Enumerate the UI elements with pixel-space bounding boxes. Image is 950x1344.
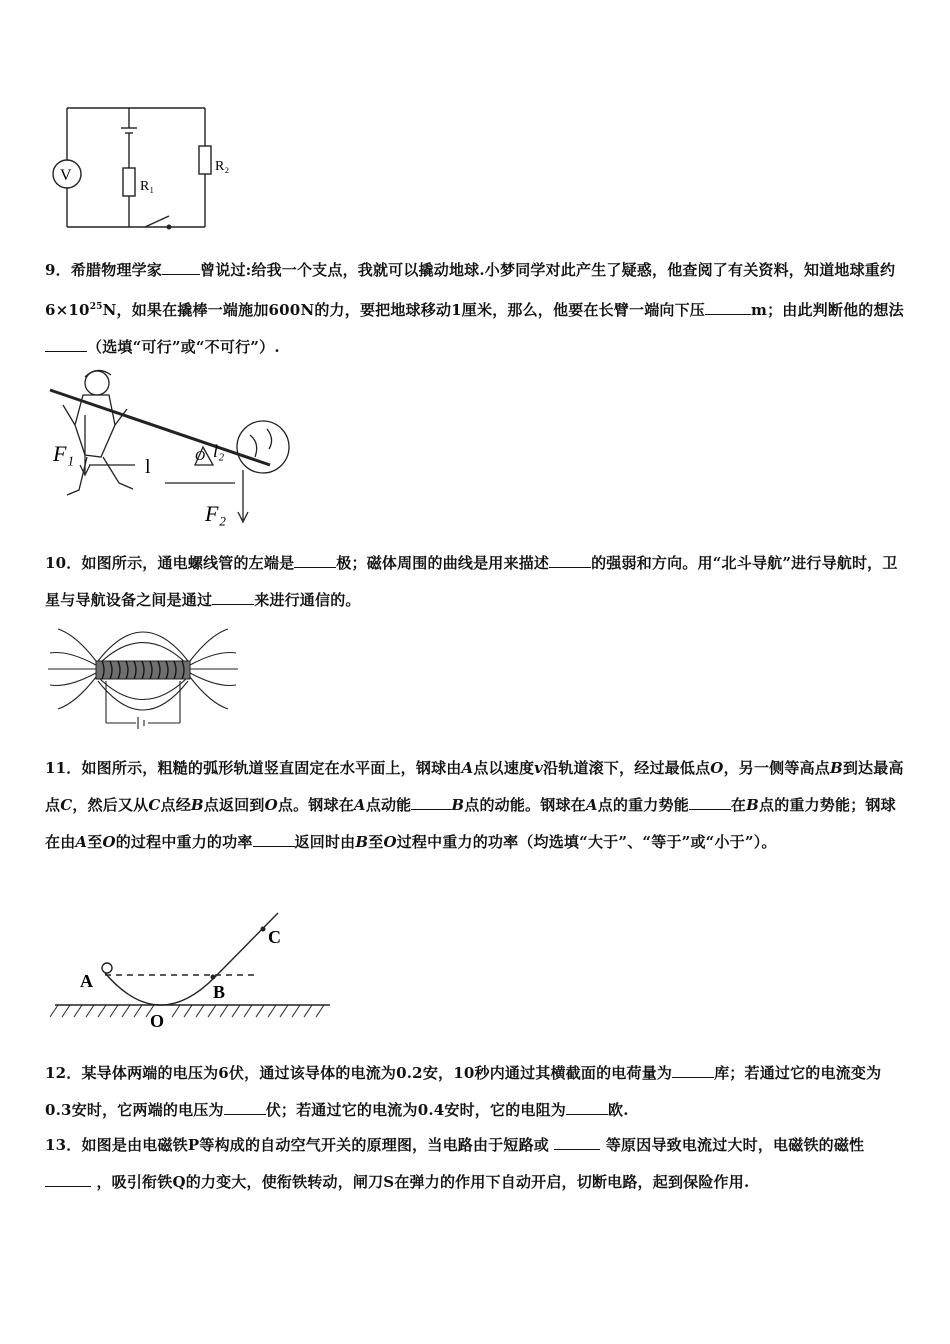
f1-label: F₁ — [53, 441, 75, 466]
f2-label: F₂ — [205, 501, 227, 526]
q9-blank-2[interactable] — [705, 298, 743, 315]
lever-figure — [45, 365, 295, 530]
q9-blank-3[interactable] — [45, 335, 87, 352]
point-b-label: B — [213, 982, 226, 1002]
q10-blank-3[interactable] — [212, 588, 254, 605]
q10-blank-1[interactable] — [294, 551, 336, 568]
question-12: 12．某导体两端的电压为6伏，通过该导体的电流为0.2安，10秒内通过其横截面的电荷量为 库；若通过它的电流变为0.3安时，它两端的电压为 伏；若通过它的电流为0.4安时，它的电阻为 欧. — [45, 1055, 907, 1129]
q12-blank-3[interactable] — [566, 1098, 608, 1115]
point-c-label: C — [268, 927, 281, 947]
solenoid-figure — [48, 625, 238, 735]
q13-blank-2[interactable] — [45, 1170, 91, 1187]
question-13: 13．如图是由电磁铁P等构成的自动空气开关的原理图，当电路由于短路或 等原因导致电流过大时，电磁铁的磁性 ，吸引衔铁Q的力变大，使衔铁转动，闸刀S在弹力的作用下自动开启，切断电路，起到保险作用. — [45, 1127, 907, 1201]
r2-label: R₂ — [215, 159, 230, 174]
fulcrum-label: O — [195, 449, 206, 464]
question-9: 9．希腊物理学家 曾说过:给我一个支点，我就可以撬动地球.小梦同学对此产生了疑惑，他查阅了有关资料，知道地球重约$6\times 10^{25}N$，如果在撬棒一端施加600N的力，要把地球移动1厘米，那么，他要在长臂一端向下压 m；由此判断他的想法（选填“可行”或“不可行”）. — [45, 252, 907, 366]
q13-blank-1[interactable] — [554, 1133, 600, 1150]
r1-label: R₁ — [140, 179, 155, 194]
question-11: 11．如图所示，粗糙的弧形轨道竖直固定在水平面上，钢球由A点以速度v沿轨道滚下，经过最低点O，另一侧等高点B到达最高点C，然后又从C点经B点返回到O点。钢球在A点动能 B点的动能。钢球在A点的重力势能 在B点的重力势能；钢球在由A至O的过程中重力的功率 返回时由B至O过程中重力的功率（均选填“大于”、“等于”或“小于”）。 — [45, 759, 904, 851]
q11-number: 11． — [45, 759, 82, 777]
point-o-label: O — [150, 1011, 165, 1030]
l1-label: l — [145, 456, 151, 478]
l2-label: l₂ — [213, 441, 225, 461]
q12-blank-2[interactable] — [224, 1098, 266, 1115]
q12-number: 12． — [45, 1064, 82, 1082]
q11-blank-3[interactable] — [253, 830, 295, 847]
q12-blank-1[interactable] — [672, 1061, 714, 1078]
question-10: 10．如图所示，通电螺线管的左端是 极；磁体周围的曲线是用来描述 的强弱和方向。用“北斗导航”进行导航时，卫星与导航设备之间是通过 来进行通信的。 — [45, 545, 907, 619]
q10-number: 10． — [45, 554, 82, 572]
q11-blank-1[interactable] — [411, 793, 451, 810]
point-a-label: A — [80, 971, 93, 991]
voltmeter-label: V — [60, 167, 72, 184]
q9-number: 9． — [45, 261, 71, 279]
arc-track-figure — [50, 905, 335, 1030]
q13-number: 13． — [45, 1136, 82, 1154]
q11-blank-2[interactable] — [689, 793, 723, 810]
q10-blank-2[interactable] — [549, 551, 591, 568]
q9-blank-1[interactable] — [162, 258, 200, 275]
circuit-diagram — [45, 100, 245, 235]
